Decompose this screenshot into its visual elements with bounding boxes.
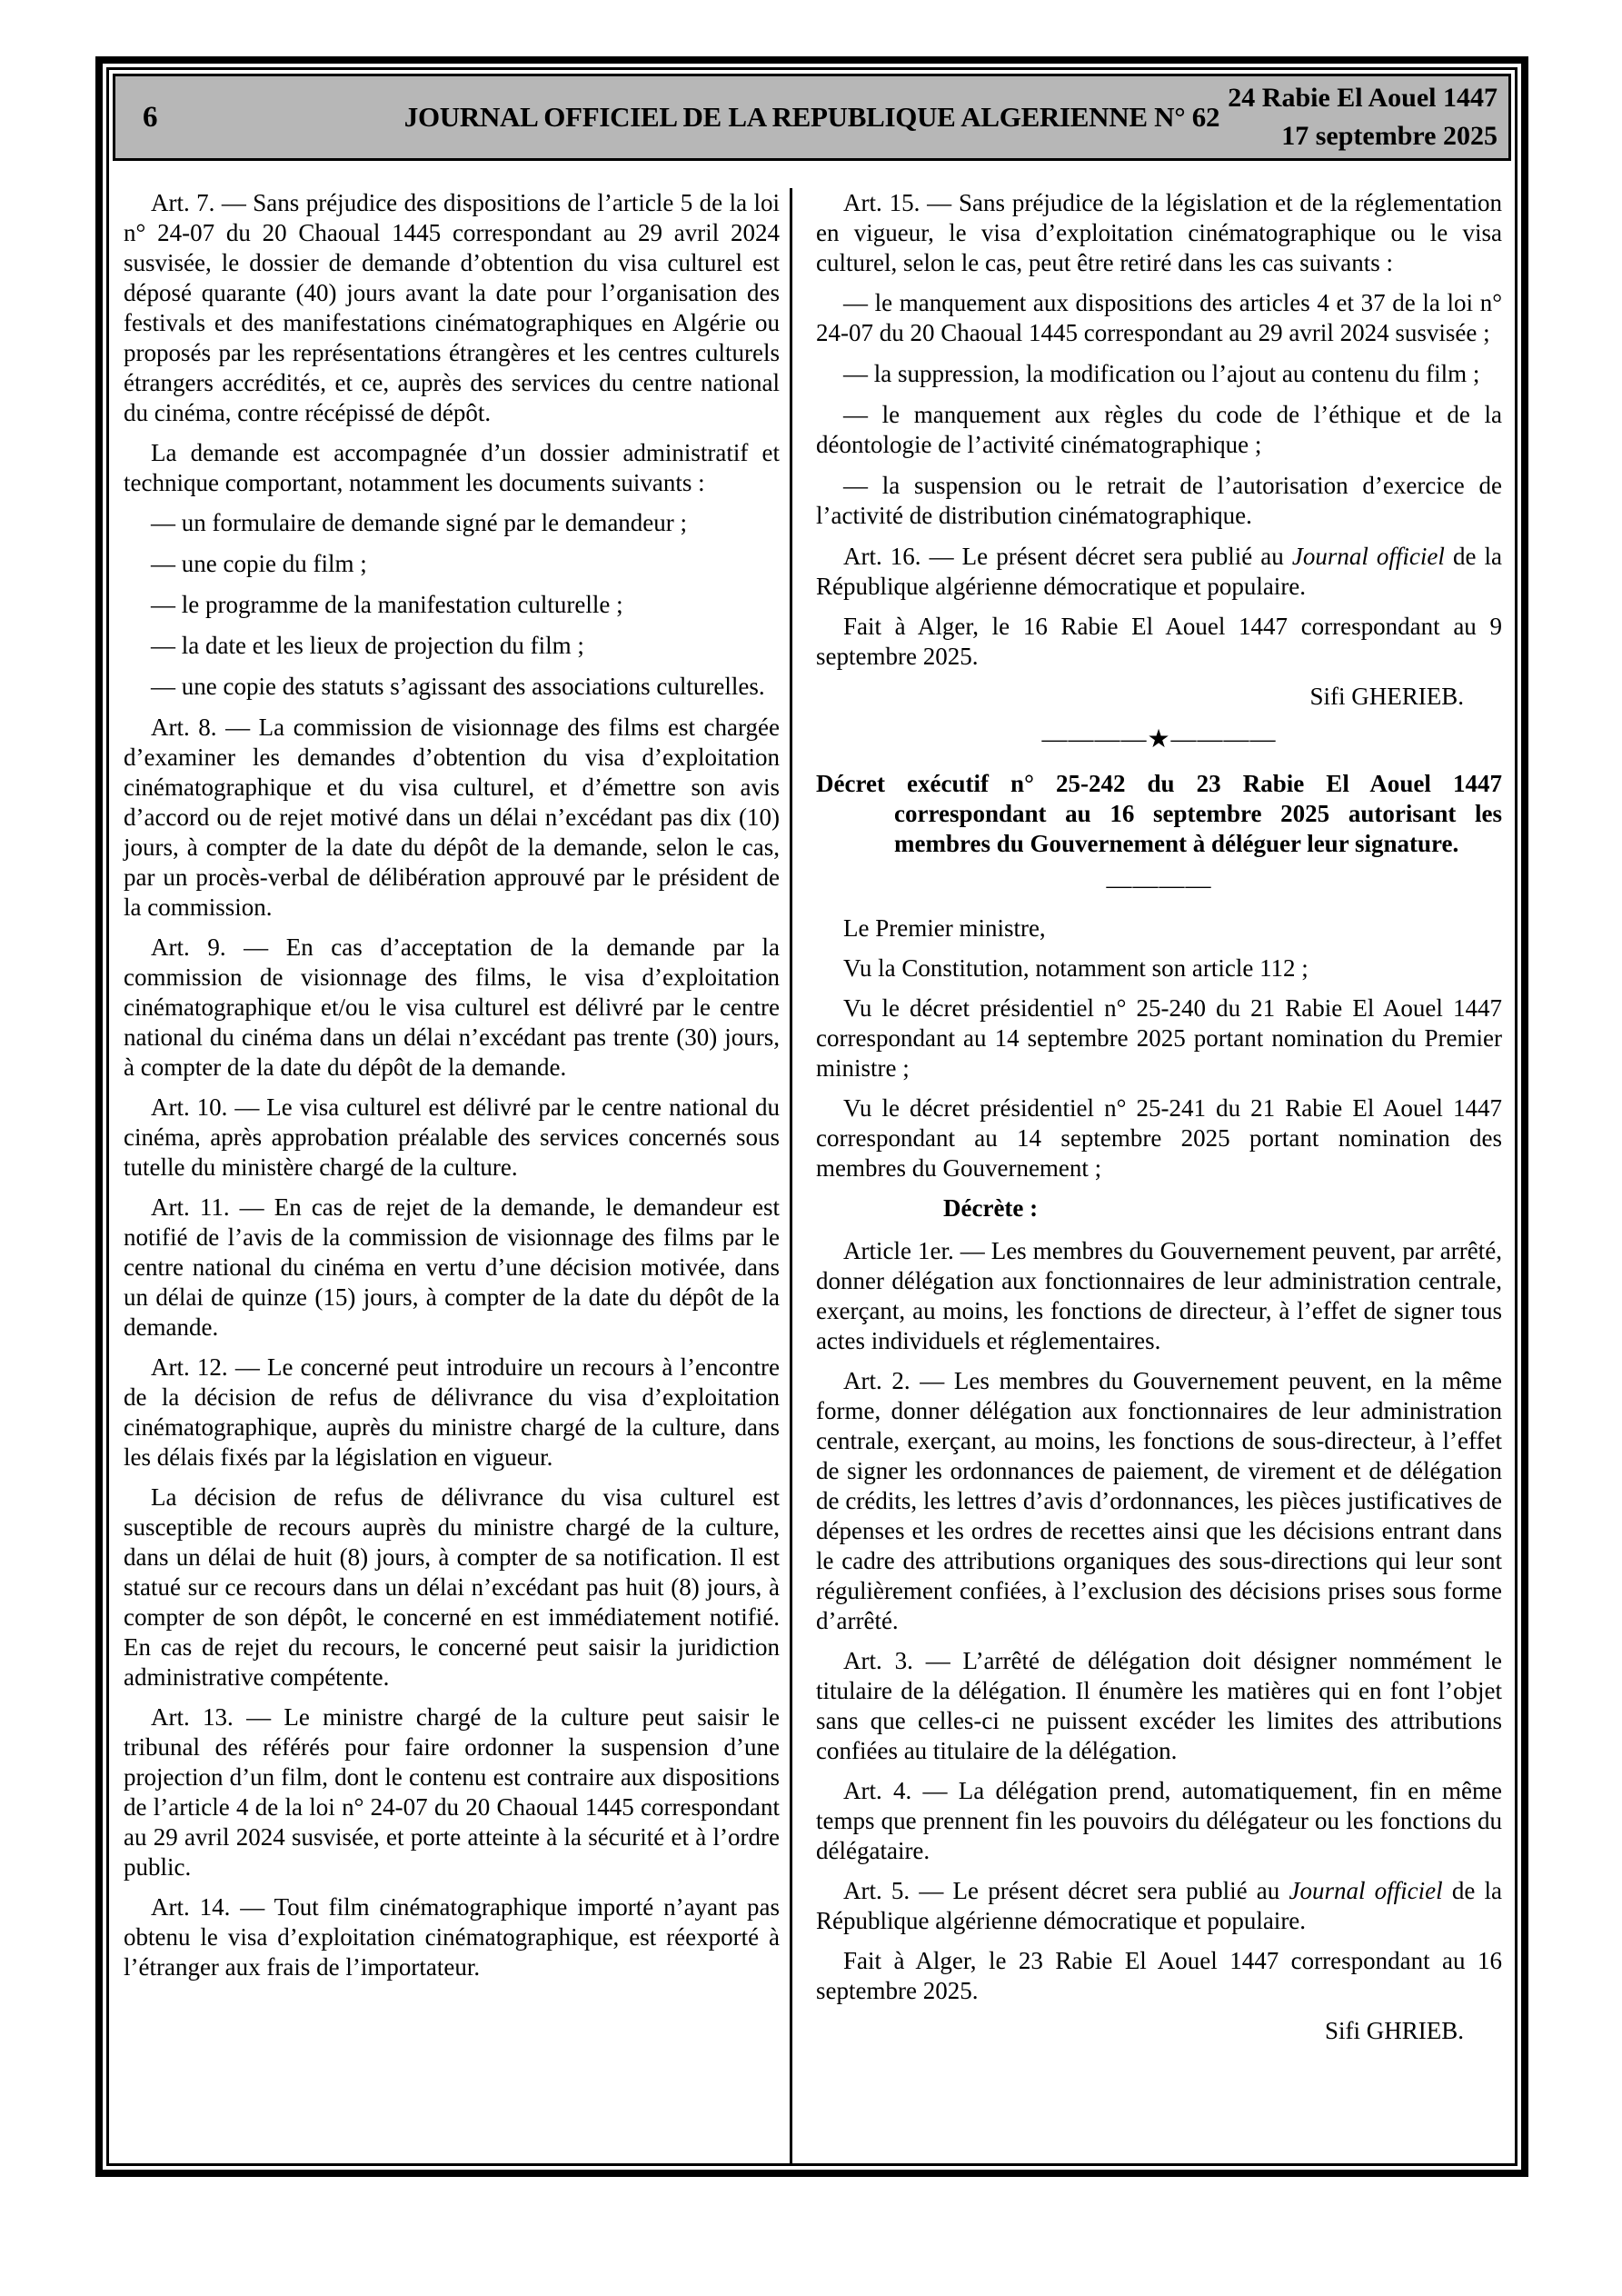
- list-item: [124, 631, 780, 661]
- article-2: [816, 1366, 1502, 1636]
- article-3: [816, 1646, 1502, 1766]
- text-run: de la République algérienne démocratique et populaire.: [816, 1877, 1502, 1934]
- text-run: — la suppression, la modification ou l’ajout au contenu du film ;: [843, 360, 1480, 387]
- text-run: Art. 9. — En cas d’acceptation de la demande par la commission de visionnage des films, le visa d’exploitation cinématographique et/ou le visa culturel est délivré par le centre national du cinéma dans un délai n’excédant pas trente (30) jours, à compter de la date du dépôt de la demande.: [124, 933, 780, 1081]
- text-run: Fait à Alger, le 23 Rabie El Aouel 1447 correspondant au 16 septembre 2025.: [816, 1947, 1502, 2004]
- decrete-heading: [816, 1193, 1502, 1223]
- text-run: Art. 2. — Les membres du Gouvernement peuvent, en la même forme, donner délégation aux fonctionnaires de leur administration centrale, exerçant, au moins, les fonctions de sous-directeur, à l’effet de signer les ordonnances de paiement, de virement et de délégation de crédits, les lettres d’avis d’ordonnances, les pièces justificatives de dépenses et les ordres de recettes ainsi que les décisions entrant dans le cadre des attributions organiques des sous-directions qui leur sont régulièrement confiées, à l’exclusion des décisions prises sous forme d’arrêté.: [816, 1367, 1502, 1634]
- text-run: Sifi GHRIEB.: [1324, 2017, 1464, 2044]
- text-run: Art. 5. — Le présent décret sera publié au: [843, 1877, 1289, 1904]
- text-run: Art. 10. — Le visa culturel est délivré par le centre national du cinéma, après approbation préalable des services concernés sous tutelle du ministère chargé de la culture.: [124, 1093, 780, 1181]
- list-item: [124, 549, 780, 579]
- paragraph-fait-a-alger: [816, 612, 1502, 672]
- article-15: [816, 188, 1502, 278]
- article-13: [124, 1702, 780, 1882]
- text-run: — le programme de la manifestation culturelle ;: [151, 591, 623, 618]
- text-run: ————: [1106, 872, 1212, 900]
- signature: [816, 682, 1502, 712]
- article-5: [816, 1876, 1502, 1936]
- text-run: Art. 4. — La délégation prend, automatiquement, fin en même temps que prennent fin les pouvoirs du délégateur ou les fonctions du délégataire.: [816, 1777, 1502, 1864]
- list-item: [124, 672, 780, 702]
- list-item: [816, 359, 1502, 389]
- decret-title: [816, 769, 1502, 859]
- article-11: [124, 1193, 780, 1343]
- text-run: Décrète :: [943, 1194, 1039, 1222]
- text-run: Art. 14. — Tout film cinématographique importé n’ayant pas obtenu le visa d’exploitation cinématographique, est réexporté à l’étranger aux frais de l’importateur.: [124, 1893, 780, 1981]
- right-column: [816, 188, 1502, 2163]
- text-run: Vu le décret présidentiel n° 25-240 du 21 Rabie El Aouel 1447 correspondant au 14 septembre 2025 portant nomination du Premier ministre ;: [816, 994, 1502, 1082]
- list-item: [124, 590, 780, 620]
- text-run: Art. 16. — Le présent décret sera publié au: [843, 543, 1292, 570]
- journal-title: JOURNAL OFFICIEL DE LA REPUBLIQUE ALGERIENNE N° 62: [403, 101, 1220, 133]
- page-header: [113, 74, 1511, 161]
- text-run: Décret exécutif n° 25-242 du 23 Rabie El Aouel 1447 correspondant au 16 septembre 2025 autorisant les membres du Gouvernement à déléguer leur signature.: [816, 770, 1502, 857]
- text-run: — la date et les lieux de projection du film ;: [151, 632, 584, 659]
- star-separator: [816, 724, 1502, 754]
- paragraph-fait-a-alger: [816, 1946, 1502, 2006]
- text-run: de la République algérienne démocratique et populaire.: [816, 543, 1502, 600]
- paragraph-decision-refus: [124, 1482, 780, 1692]
- text-run: — la suspension ou le retrait de l’autorisation d’exercice de l’activité de distribution cinématographique.: [816, 472, 1502, 529]
- paragraph-vu-decret-25-241: [816, 1093, 1502, 1183]
- text-run: — un formulaire de demande signé par le demandeur ;: [151, 509, 688, 536]
- paragraph-demande: [124, 438, 780, 498]
- issue-dates: [1228, 79, 1498, 155]
- article-10: [124, 1093, 780, 1183]
- text-run: — le manquement aux dispositions des articles 4 et 37 de la loi n° 24-07 du 20 Chaoual 1445 correspondant au 29 avril 2024 susvisée ;: [816, 289, 1502, 346]
- paragraph-vu-decret-25-240: [816, 993, 1502, 1083]
- text-run: Sifi GHERIEB.: [1309, 683, 1464, 710]
- text-run: Article 1er. — Les membres du Gouvernement peuvent, par arrêté, donner délégation aux fonctionnaires de leur administration centrale, exerçant, au moins, les fonctions de directeur, à l’effet de signer tous actes individuels et réglementaires.: [816, 1237, 1502, 1354]
- text-run: La demande est accompagnée d’un dossier administratif et technique comportant, notamment les documents suivants :: [124, 439, 780, 496]
- text-run: La décision de refus de délivrance du visa culturel est susceptible de recours auprès du ministre chargé de la culture, dans un délai de huit (8) jours, à compter de sa notification. Il est statué sur ce recours dans un délai n’excédant pas huit (8) jours, à compter de son dépôt, le concerné en est immédiatement notifié. En cas de rejet du recours, le concerné peut saisir la juridiction administrative compétente.: [124, 1483, 780, 1691]
- article-14: [124, 1892, 780, 1982]
- list-item: [816, 288, 1502, 348]
- text-run: — le manquement aux règles du code de l’éthique et de la déontologie de l’activité cinématographique ;: [816, 401, 1502, 458]
- article-8: [124, 713, 780, 923]
- text-run: ————★————: [1041, 725, 1277, 754]
- text-run: Art. 3. — L’arrêté de délégation doit désigner nommément le titulaire de la délégation. Il énumère les matières qui en font l’objet sans que celles-ci ne puissent excéder les limites des attributions confiées au titulaire de la délégation.: [816, 1647, 1502, 1764]
- text-run: — une copie des statuts s’agissant des associations culturelles.: [151, 673, 765, 700]
- date-hijri: 24 Rabie El Aouel 1447: [1228, 83, 1498, 113]
- paragraph-vu-constitution: [816, 953, 1502, 983]
- page-frame-inner: [106, 67, 1518, 2166]
- italic-text-run: Journal officiel: [1291, 543, 1445, 570]
- text-run: — une copie du film ;: [151, 550, 367, 577]
- article-16: [816, 542, 1502, 602]
- left-column: [124, 188, 780, 2163]
- text-run: Vu la Constitution, notamment son article 112 ;: [843, 954, 1309, 982]
- text-run: Vu le décret présidentiel n° 25-241 du 21 Rabie El Aouel 1447 correspondant au 14 septembre 2025 portant nomination des membres du Gouvernement ;: [816, 1094, 1502, 1182]
- page-content: [109, 165, 1515, 2163]
- list-item: [816, 400, 1502, 460]
- article-9: [124, 933, 780, 1083]
- list-item: [124, 508, 780, 538]
- page-number: 6: [143, 100, 158, 134]
- paragraph-premier-ministre: [816, 913, 1502, 943]
- dash-separator: [816, 871, 1502, 901]
- article-1er: [816, 1236, 1502, 1356]
- article-12: [124, 1353, 780, 1472]
- list-item: [816, 471, 1502, 531]
- article-4: [816, 1776, 1502, 1866]
- text-run: Le Premier ministre,: [843, 914, 1046, 942]
- text-run: Art. 15. — Sans préjudice de la législation et de la réglementation en vigueur, le visa d’exploitation cinématographique ou le visa culturel, selon le cas, peut être retiré dans les cas suivants :: [816, 189, 1502, 276]
- text-run: Art. 11. — En cas de rejet de la demande, le demandeur est notifié de l’avis de la commission de visionnage des films par le centre national du cinéma en vertu d’une décision motivée, dans un délai de quinze (15) jours, à compter de la date du dépôt de la demande.: [124, 1193, 780, 1341]
- page-frame: [95, 56, 1528, 2177]
- article-7: [124, 188, 780, 428]
- text-run: Art. 12. — Le concerné peut introduire un recours à l’encontre de la décision de refus de délivrance du visa d’exploitation cinématographique, auprès du ministre chargé de la culture, dans les délais fixés par la législation en vigueur.: [124, 1353, 780, 1471]
- signature: [816, 2016, 1502, 2046]
- text-run: Art. 13. — Le ministre chargé de la culture peut saisir le tribunal des référés pour faire ordonner la suspension d’une projection d’un film, dont le contenu est contraire aux dispositions de l’article 4 de la loi n° 24-07 du 20 Chaoual 1445 correspondant au 29 avril 2024 susvisée, et porte atteinte à la sécurité et à l’ordre public.: [124, 1703, 780, 1881]
- text-run: Fait à Alger, le 16 Rabie El Aouel 1447 correspondant au 9 septembre 2025.: [816, 613, 1502, 670]
- column-divider: [790, 188, 792, 2163]
- text-run: Art. 7. — Sans préjudice des dispositions de l’article 5 de la loi n° 24-07 du 20 Chaoual 1445 correspondant au 29 avril 2024 susvisée, le dossier de demande d’obtention du visa culturel est déposé quarante (40) jours avant la date pour l’organisation des festivals et des manifestations cinématographiques en Algérie ou proposés par les représentations étrangères et les centres culturels étrangers accrédités, et ce, auprès des services du centre national du cinéma, contre récépissé de dépôt.: [124, 189, 780, 426]
- italic-text-run: Journal officiel: [1289, 1877, 1443, 1904]
- date-gregorian: 17 septembre 2025: [1281, 121, 1498, 151]
- text-run: Art. 8. — La commission de visionnage des films est chargée d’examiner les demandes d’obtention du visa d’exploitation cinématographique et du visa culturel, et d’émettre son avis d’accord ou de rejet motivé dans un délai n’excédant pas dix (10) jours, à compter de la date du dépôt de la demande, selon le cas, par un procès-verbal de délibération approuvé par le président de la commission.: [124, 714, 780, 921]
